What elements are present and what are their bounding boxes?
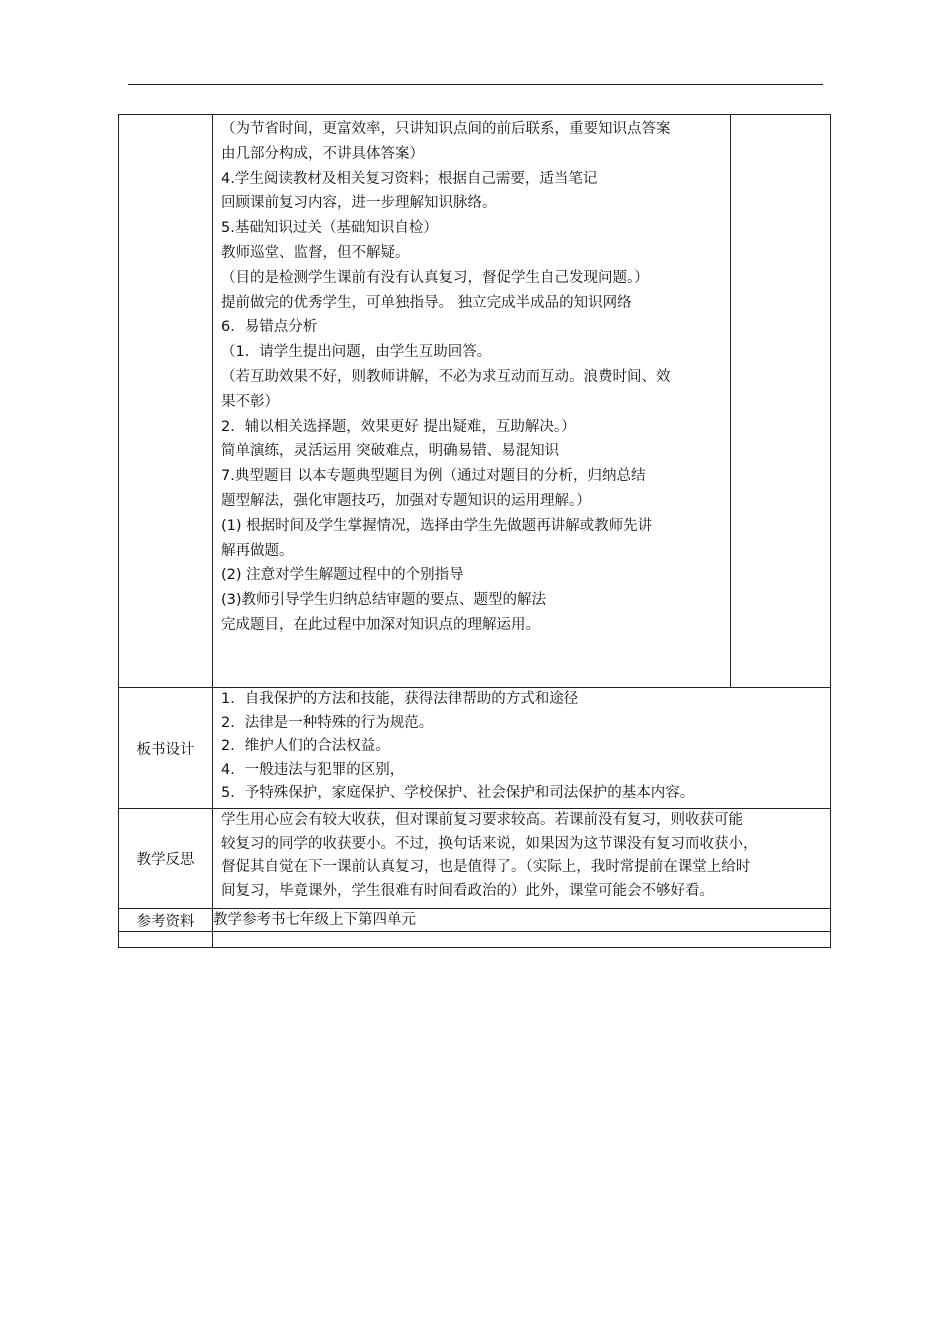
process-line: （若互助效果不好，则教师讲解，不必为求互动而互动。浪费时间、效 [221, 368, 671, 385]
process-line: 解再做题。 [221, 542, 294, 559]
reflection-line: 较复习的同学的收获要小。不过，换句话来说，如果因为这节课没有复习而收获小， [221, 835, 758, 852]
reflection-line: 学生用心应会有较大收获，但对课前复习要求较高。若课前没有复习，则收获可能 [221, 812, 743, 828]
process-line: (3)教师引导学生归纳总结审题的要点、题型的解法 [221, 592, 547, 609]
lesson-plan-table [118, 114, 831, 948]
header-rule [128, 84, 823, 85]
board-row [119, 688, 831, 809]
process-line: 4.学生阅读教材及相关复习资料；根据自己需要，适当笔记 [221, 170, 598, 187]
process-line: 题型解法，强化审题技巧，加强对专题知识的运用理解。） [221, 492, 591, 509]
reflection-content-cell [213, 809, 831, 909]
process-line: 7.典型题目 以本专题典型题目为例（通过对题目的分析，归纳总结 [221, 468, 646, 485]
board-label: 板书设计 [119, 688, 213, 809]
board-line: 5．予特殊保护，家庭保护、学校保护、社会保护和司法保护的基本内容。 [221, 785, 695, 801]
process-line: 简单演练，灵活运用 突破难点，明确易错、易混知识 [221, 443, 560, 460]
reference-row [119, 909, 831, 932]
process-line: 果不彰） [221, 393, 279, 410]
reflection-row [119, 809, 831, 909]
process-line: (1) 根据时间及学生掌握情况，选择由学生先做题再讲解或教师先讲 [221, 517, 653, 534]
process-content-cell [213, 115, 731, 688]
process-lines [213, 115, 730, 638]
board-lines [213, 688, 830, 806]
process-line: 2．辅以相关选择题，效果更好 提出疑难，互助解决。） [221, 418, 576, 435]
process-label-cell [119, 115, 213, 688]
reference-value: 教学参考书七年级上下第四单元 [213, 909, 831, 932]
process-notes-cell [731, 115, 831, 688]
process-line: （1．请学生提出问题，由学生互助回答。 [221, 344, 492, 361]
reflection-label: 教学反思 [119, 809, 213, 909]
process-row [119, 115, 831, 688]
process-line: 完成题目，在此过程中加深对知识点的理解运用。 [221, 616, 540, 633]
empty-row [119, 932, 831, 948]
board-content-cell [213, 688, 831, 809]
board-line: 2．法律是一种特殊的行为规范。 [221, 714, 434, 731]
reflection-lines [213, 809, 830, 903]
process-line: 教师巡堂、监督，但不解疑。 [221, 244, 410, 261]
empty-cell-left [119, 932, 213, 948]
process-line: 提前做完的优秀学生，可单独指导。 独立完成半成品的知识网络 [221, 294, 632, 311]
board-line: 1．自我保护的方法和技能，获得法律帮助的方式和途径 [221, 691, 579, 707]
reflection-line: 督促其自觉在下一课前认真复习，也是值得了。（实际上，我时常提前在课堂上给时 [221, 859, 751, 875]
reference-label: 参考资料 [119, 909, 213, 932]
process-line: 由几部分构成，不讲具体答案） [221, 145, 424, 162]
empty-cell-right [213, 932, 831, 948]
reflection-line: 间复习，毕竟课外，学生很难有时间看政治的）此外，课堂可能会不够好看。 [221, 882, 714, 899]
board-line: 2．维护人们的合法权益。 [221, 738, 390, 754]
board-line: 4．一般违法与犯罪的区别， [221, 761, 405, 778]
process-line: （目的是检测学生课前有没有认真复习，督促学生自己发现问题。） [221, 269, 649, 286]
process-line: 6．易错点分析 [221, 319, 318, 336]
process-line: (2) 注意对学生解题过程中的个别指导 [221, 567, 464, 584]
process-line: （为节省时间，更富效率，只讲知识点间的前后联系，重要知识点答案 [221, 121, 671, 137]
process-line: 回顾课前复习内容，进一步理解知识脉络。 [221, 195, 497, 212]
process-line: 5.基础知识过关（基础知识自检） [221, 220, 438, 237]
